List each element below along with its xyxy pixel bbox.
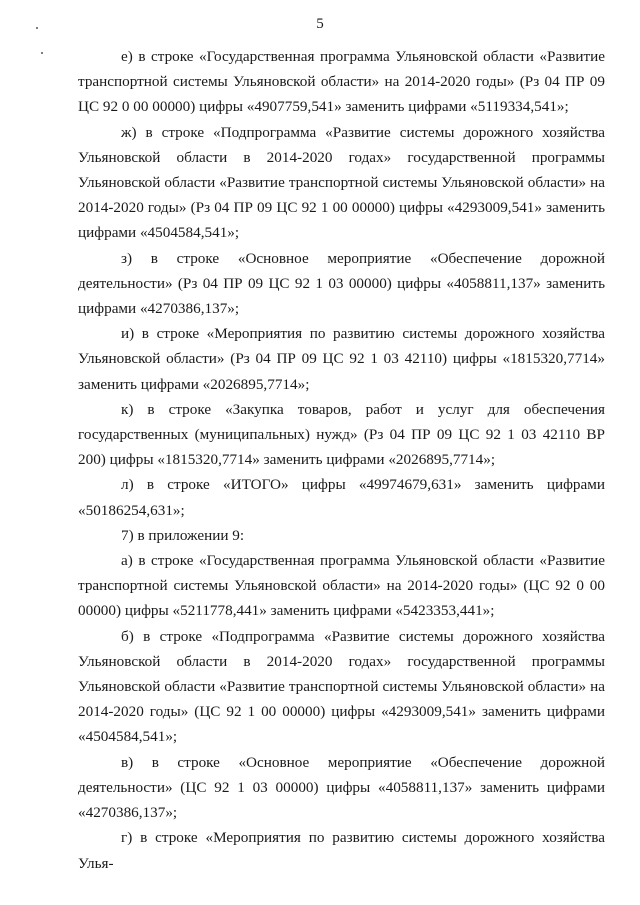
paragraph-zh-subprogram: ж) в строке «Подпрограмма «Развитие системы дорожного хозяйства Ульяновской области в 2014-2020 годах» государственной программы Ульяновской области «Развитие транспортной системы Ульяновской области» на 2014-2020 годы» (Рз 04 ПР 09 ЦС 92 1 00 00000) цифры «4293009,541» заменить цифрами «4504584,541»; — [78, 123, 605, 242]
paragraph-appendix-9: 7) в приложении 9: — [121, 526, 245, 544]
scan-speck — [41, 52, 43, 54]
paragraph-a-state-program: а) в строке «Государственная программа Ульяновской области «Развитие транспортной системы Ульяновской области» на 2014-2020 годы» (ЦС 92 0 00 00000) цифры «5211778,441» заменить цифрами «5423353,441»; — [78, 552, 605, 620]
paragraph-b-subprogram: б) в строке «Подпрограмма «Развитие системы дорожного хозяйства Ульяновской области в 2014-2020 годах» государственной программы Ульяновской области «Развитие транспортной системы Ульяновской области» на 2014-2020 годы» (ЦС 92 1 00 00000) цифры «4293009,541» заменить цифрами «4504584,541»; — [78, 627, 605, 746]
paragraph-z-main-activity: з) в строке «Основное мероприятие «Обеспечение дорожной деятельности» (Рз 04 ПР 09 ЦС 92 1 03 00000) цифры «4058811,137» заменить цифрами «4270386,137»; — [78, 249, 605, 318]
page-number: 5 — [316, 16, 324, 32]
paragraph-l-total: л) в строке «ИТОГО» цифры «49974679,631» заменить цифрами «50186254,631»; — [78, 476, 605, 519]
paragraph-i-road-measures: и) в строке «Мероприятия по развитию системы дорожного хозяйства Ульяновской области» (Рз 04 ПР 09 ЦС 92 1 03 42110) цифры «1815320,7714» заменить цифрами «2026895,7714»; — [78, 325, 605, 393]
scan-speck — [36, 27, 38, 29]
paragraph-g-road-measures: г) в строке «Мероприятия по развитию системы дорожного хозяйства Улья- — [78, 829, 605, 872]
paragraph-v-main-activity: в) в строке «Основное мероприятие «Обеспечение дорожной деятельности» (ЦС 92 1 03 00000) цифры «4058811,137» заменить цифрами «4270386,137»; — [78, 753, 605, 822]
document-body — [78, 44, 605, 876]
paragraph-k-procurement: к) в строке «Закупка товаров, работ и услуг для обеспечения государственных (муниципальных) нужд» (Рз 04 ПР 09 ЦС 92 1 03 42110 ВР 200) цифры «1815320,7714» заменить цифрами «2026895,7714»; — [78, 400, 605, 469]
paragraph-e-state-program: е) в строке «Государственная программа Ульяновской области «Развитие транспортной системы Ульяновской области» на 2014-2020 годы» (Рз 04 ПР 09 ЦС 92 0 00 00000) цифры «4907759,541» заменить цифрами «5119334,541»; — [78, 48, 605, 116]
